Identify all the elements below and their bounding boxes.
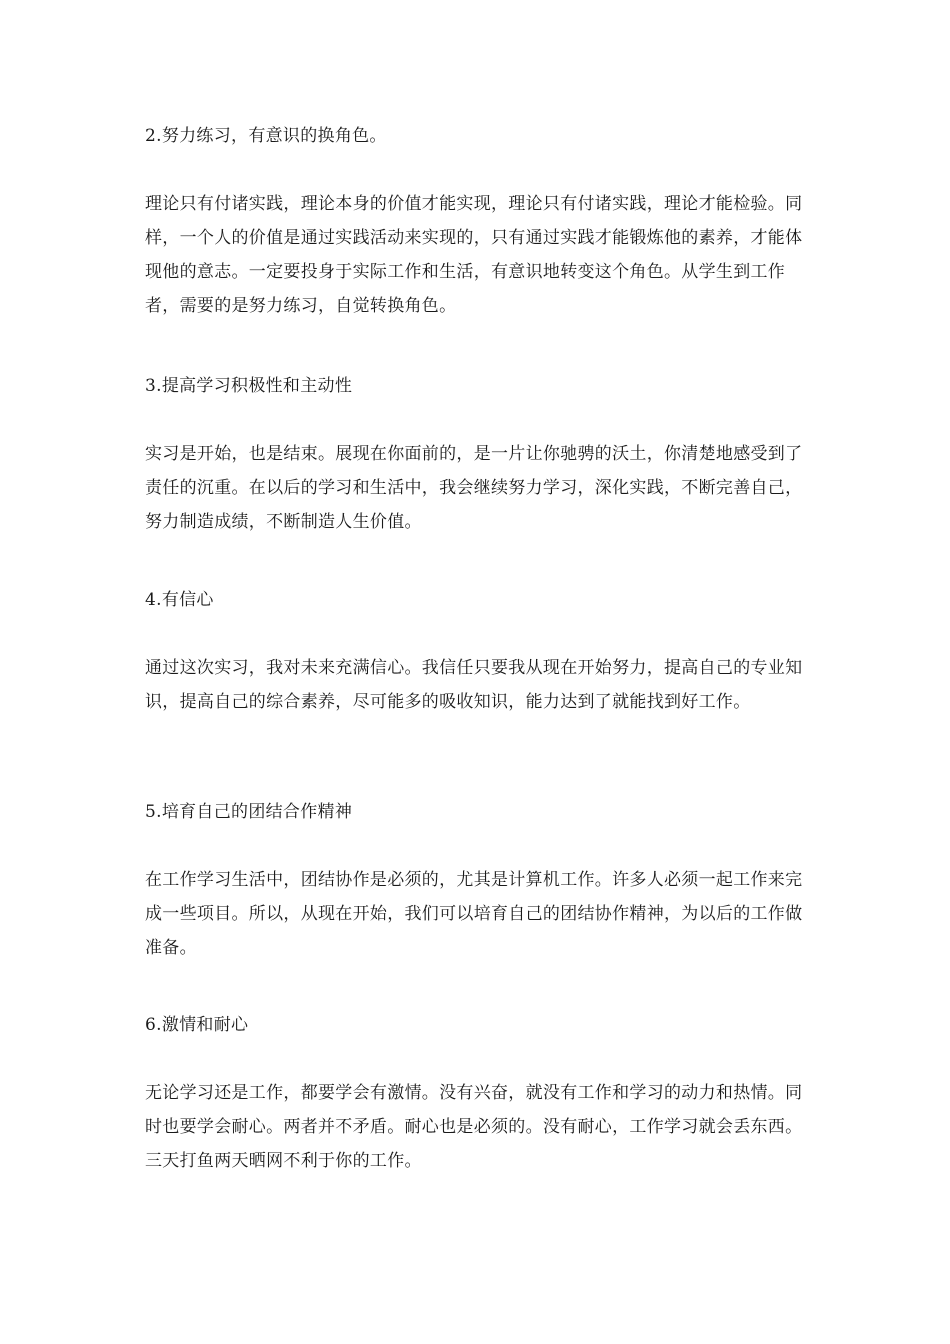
section-heading: 3.提高学习积极性和主动性	[145, 376, 353, 396]
section-heading: 6.激情和耐心	[145, 1015, 249, 1035]
section-heading: 4.有信心	[145, 590, 214, 610]
section-paragraph: 在工作学习生活中，团结协作是必须的，尤其是计算机工作。许多人必须一起工作来完成一些项目。所以，从现在开始，我们可以培育自己的团结协作精神，为以后的工作做准备。	[145, 870, 803, 958]
section-paragraph: 理论只有付诸实践，理论本身的价值才能实现，理论只有付诸实践，理论才能检验。同样，一个人的价值是通过实践活动来实现的，只有通过实践才能锻炼他的素养，才能体现他的意志。一定要投身于实际工作和生活，有意识地转变这个角色。从学生到工作者，需要的是努力练习，自觉转换角色。	[145, 194, 803, 316]
section-paragraph: 通过这次实习，我对未来充满信心。我信任只要我从现在开始努力，提高自己的专业知识，提高自己的综合素养，尽可能多的吸收知识，能力达到了就能找到好工作。	[145, 658, 803, 712]
section-paragraph: 无论学习还是工作，都要学会有激情。没有兴奋，就没有工作和学习的动力和热情。同时也要学会耐心。两者并不矛盾。耐心也是必须的。没有耐心，工作学习就会丢东西。三天打鱼两天晒网不利于你的工作。	[145, 1083, 803, 1171]
section-paragraph: 实习是开始，也是结束。展现在你面前的，是一片让你驰骋的沃土，你清楚地感受到了责任的沉重。在以后的学习和生活中，我会继续努力学习，深化实践，不断完善自己，努力制造成绩，不断制造人生价值。	[145, 444, 803, 532]
section-heading: 5.培育自己的团结合作精神	[145, 802, 353, 822]
section-heading: 2.努力练习，有意识的换角色。	[145, 126, 387, 146]
